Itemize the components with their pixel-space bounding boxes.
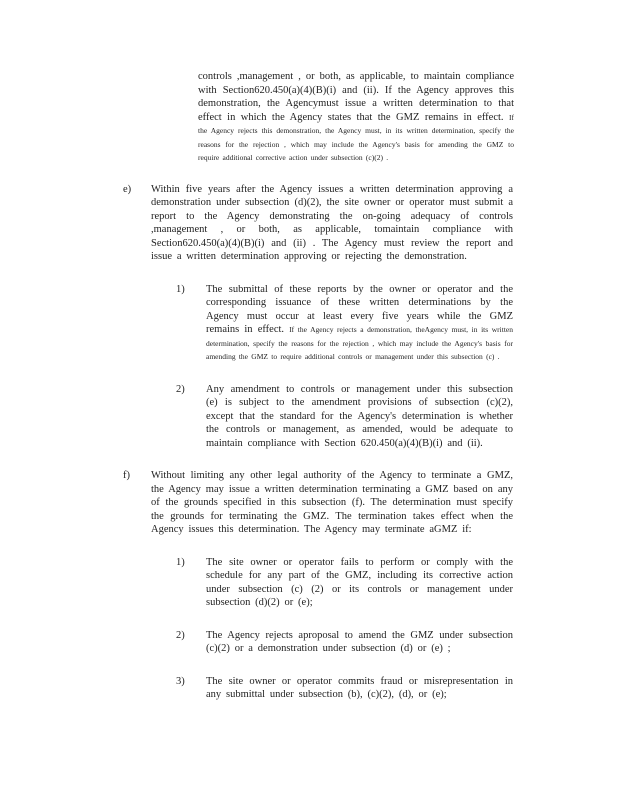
item-e-2-text: Any amendment to controls or management under this subsection (e) is subject to the amendment provisions of subsection (c)(2), except that the standard for the Agency's determination is whether the controls or management, as amended, would be adequate to maintain compliance with Section 620.450(a)(4)(B)(i) and (ii). xyxy=(206,383,513,449)
item-e-1-text: The submittal of these reports by the owner or operator and the corresponding issuance of these written determinations by the Agency must occur at least every five years while the GMZ remains in effect. xyxy=(206,283,513,335)
item-e-2 xyxy=(176,383,513,451)
section-e xyxy=(123,183,618,451)
section-e-paragraph xyxy=(151,183,513,264)
item-f-2-text: The Agency rejects aproposal to amend the GMZ under subsection (c)(2) or a demonstration under subsection (d) or (e) ; xyxy=(206,629,513,654)
item-f-1 xyxy=(176,556,513,610)
section-f-text: Without limiting any other legal authority of the Agency to terminate a GMZ, the Agency may issue a written determination terminating a GMZ based on any of the grounds specified in this subsection (f). The determination must specify the grounds for terminating the GMZ. The termination takes effect when the Agency issues this determination. The Agency may terminate aGMZ if: xyxy=(151,470,513,535)
item-f-3-label: 3) xyxy=(176,675,185,687)
intro-paragraph xyxy=(198,70,514,165)
intro-paragraph-fineprint: If the Agency rejects this demonstration, the Agency must, in its written determination, specify the reasons for the rejection , which may include the Agency's basis for amending the GMZ to require additional corrective action under subsection (c)(2) . xyxy=(198,112,514,162)
item-f-2-label: 2) xyxy=(176,629,185,641)
item-f-1-label: 1) xyxy=(176,556,185,568)
section-f-paragraph xyxy=(151,469,513,537)
section-f-label: f) xyxy=(123,470,130,481)
item-f-3-text: The site owner or operator commits fraud or misrepresentation in any submittal under subsection (b), (c)(2), (d), or (e); xyxy=(206,675,513,700)
item-f-3 xyxy=(176,675,513,702)
item-e-2-label: 2) xyxy=(176,383,185,395)
section-e-body xyxy=(151,183,513,451)
item-f-1-text: The site owner or operator fails to perform or comply with the schedule for any part of the GMZ, including its corrective action under subsection (c) (2) or its controls or management under subsection (d)(2) or (e); xyxy=(206,556,513,608)
item-e-1 xyxy=(176,283,513,364)
item-e-1-label: 1) xyxy=(176,283,185,295)
item-f-1-paragraph xyxy=(206,556,513,610)
item-f-2 xyxy=(176,629,513,656)
item-f-2-paragraph xyxy=(206,629,513,656)
item-e-1-fineprint: If the Agency rejects a demonstration, theAgency must, in its written determination, specify the reasons for the rejection , which may include the Agency's basis for amending the GMZ to require additional controls or management under this subsection (c) . xyxy=(206,325,513,361)
item-f-3-paragraph xyxy=(206,675,513,702)
item-e-1-paragraph xyxy=(206,283,513,364)
section-e-text: Within five years after the Agency issues a written determination approving a demonstration under subsection (d)(2), the site owner or operator must submit a report to the Agency demonstrating the on-going adequacy of controls ,management , or both, as applicable, tomaintain compliance with Section620.450(a)(4)(B)(i) and (ii) . The Agency must review the report and issue a written determination approving or rejecting the demonstration. xyxy=(151,183,513,262)
section-f-body xyxy=(151,469,513,702)
section-e-label: e) xyxy=(123,183,132,195)
intro-paragraph-text: controls ,management , or both, as applicable, to maintain compliance with Section620.450(a)(4)(B)(i) and (ii). If the Agency approves this demonstration, the Agencymust issue a written determination to that effect in which the Agency states that the GMZ remains in effect. xyxy=(198,71,514,123)
item-e-2-paragraph xyxy=(206,383,513,451)
section-f xyxy=(123,469,618,702)
